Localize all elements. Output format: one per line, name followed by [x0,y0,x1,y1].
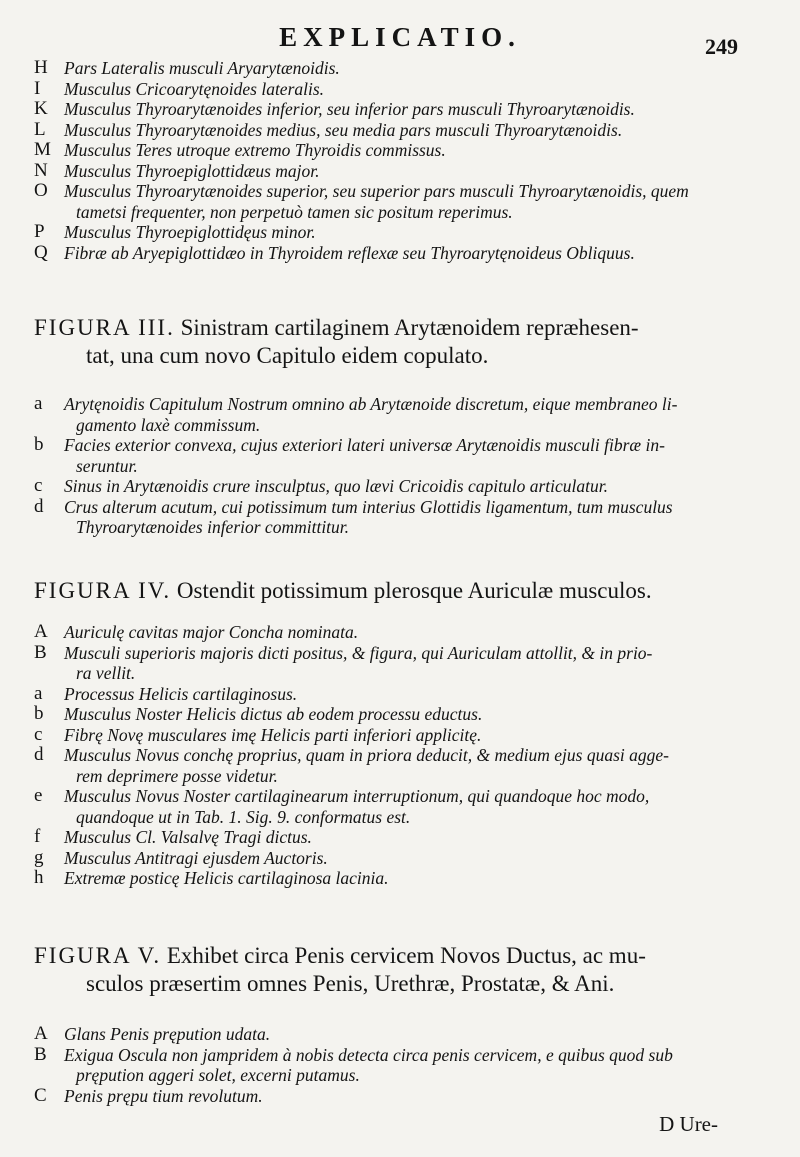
legend-item: f Musculus Cl. Valsalvę Tragi dictus. [34,826,312,847]
legend-item: K Musculus Thyroarytænoides inferior, seu inferior pars musculi Thyroarytænoidis. [34,98,635,119]
legend-item: b Facies exterior convexa, cujus exteriori lateri universæ Arytænoidis musculi fibræ in- seruntur. [34,434,665,476]
legend-item: c Sinus in Arytænoidis crure insculptus, quo lævi Cricoidis capitulo articulatur. [34,475,608,496]
legend-item: h Extremæ posticę Helicis cartilaginosa lacinia. [34,867,389,888]
legend-item: N Musculus Thyroepiglottidæus major. [34,159,320,181]
legend-item: A Auriculę cavitas major Concha nominata. [34,621,359,642]
figura-4-legend [34,622,774,889]
legend-item: B Exigua Oscula non jampridem à nobis detecta circa penis cervicem, e quibus quod sub prępution aggeri solet, excerni putamus. [34,1043,673,1085]
page-number: 249 [705,34,738,59]
legend-item: A Glans Penis prępution udata. [34,1023,271,1044]
legend-item: c Fibrę Novę musculares imę Helicis parti inferiori applicitę. [34,723,482,745]
figura-4-heading: FIGURA IV. Ostendit potissimum plerosque Auriculæ musculos. [34,578,652,603]
figura-5-heading: FIGURA V. Exhibet circa Penis cervicem Novos Ductus, ac mu- sculos præsertim omnes Penis, Urethræ, Prostatæ, & Ani. [34,943,646,996]
legend-item: M Musculus Teres utroque extremo Thyroidis commissus. [34,139,446,160]
legend-item: H Pars Lateralis musculi Aryarytænoidis. [34,57,340,78]
legend-item: I Musculus Cricoarytęnoides lateralis. [34,77,325,99]
legend-item: C Penis prępu tium revolutum. [34,1084,263,1106]
legend-item: e Musculus Novus Noster cartilaginearum interruptionum, qui quandoque hoc modo, quandoque ut in Tab. 1. Sig. 9. conformatus est. [34,785,650,827]
catchword: D Ure- [659,1112,718,1136]
figura-5-legend [34,1024,774,1106]
figura-3-legend [34,394,774,538]
legend-item: a Arytęnoidis Capitulum Nostrum omnino ab Arytænoide discretum, eique membraneo li- gamento laxè commissum. [34,393,678,435]
legend-item: d Crus alterum acutum, cui potissimum tum interius Glottidis ligamentum, tum musculus Thyroarytænoides inferior committitur. [34,495,673,537]
legend-item: Q Fibræ ab Aryepiglottidæo in Thyroidem reflexæ seu Thyroarytęnoideus Obliquus. [34,241,635,263]
legend-item: L Musculus Thyroarytænoides medius, seu media pars musculi Thyroarytænoidis. [34,118,623,140]
figura-3-heading: FIGURA III. Sinistram cartilaginem Arytænoidem repræhesen- tat, una cum novo Capitulo eidem copulato. [34,315,639,368]
legend-item: a Processus Helicis cartilaginosus. [34,682,298,704]
legend-item: b Musculus Noster Helicis dictus ab eodem processu eductus. [34,703,483,724]
legend-item: d Musculus Novus conchę proprius, quam in priora deducit, & medium ejus quasi agge- rem deprimere posse videtur. [34,744,669,786]
legend-item: P Musculus Thyroepiglottidęus minor. [34,221,316,242]
running-title: EXPLICATIO. [279,22,521,52]
legend-item: g Musculus Antitragi ejusdem Auctoris. [34,846,328,868]
legend-block-continued [34,58,774,263]
legend-item: O Musculus Thyroarytænoides superior, seu superior pars musculi Thyroarytænoidis, quem tametsi frequenter, non perpetuò tamen sic positum reperimus. [34,180,689,222]
legend-item: B Musculi superioris majoris dicti positus, & figura, qui Auriculam attollit, & in prio- ra vellit. [34,641,653,683]
